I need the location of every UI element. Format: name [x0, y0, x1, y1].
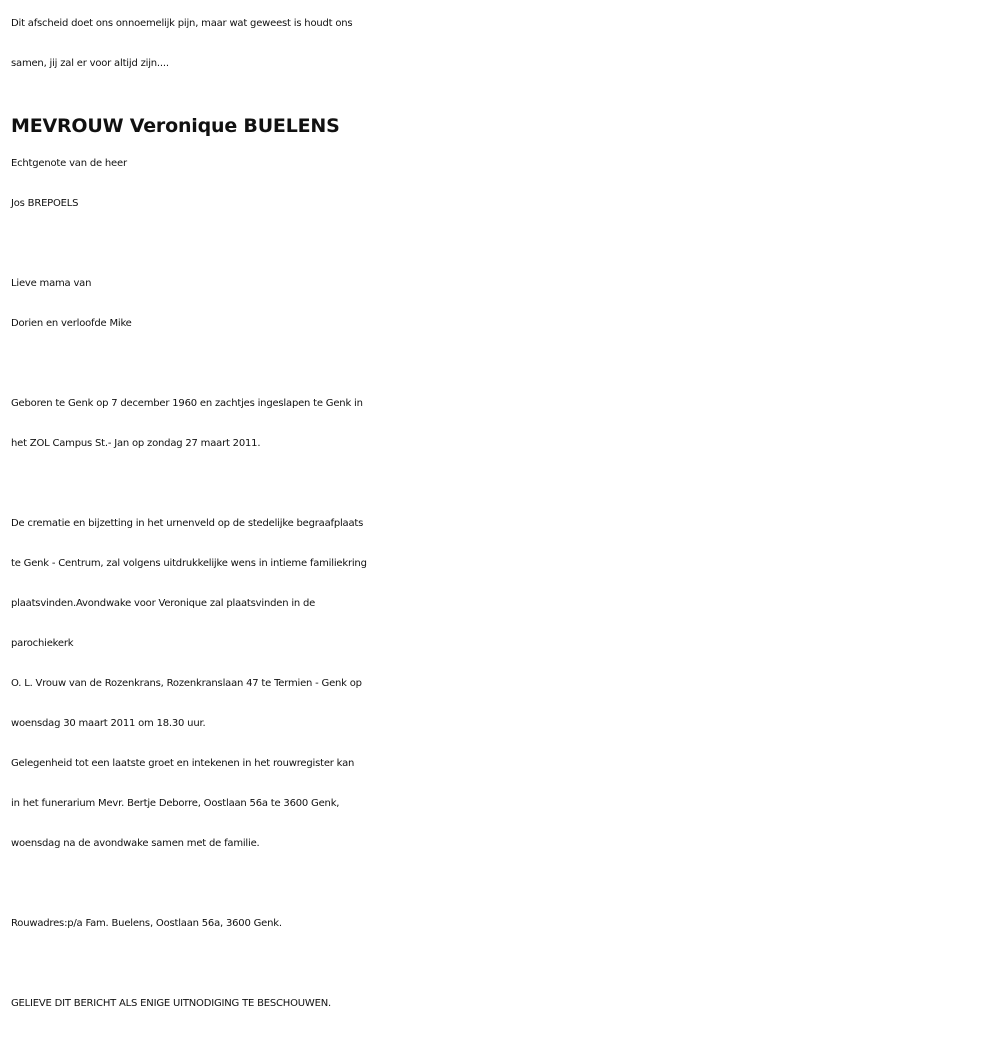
- family-line-1: Lieve mama van: [11, 278, 92, 289]
- obituary-notice: [11, 4, 996, 1024]
- ceremony-line-6: woensdag 30 maart 2011 om 18.30 uur.: [11, 718, 206, 729]
- spacer: [11, 864, 996, 904]
- ceremony-line-8: in het funerarium Mevr. Bertje Deborre, Oostlaan 56a te 3600 Genk,: [11, 798, 340, 809]
- deceased-name: MEVROUW Veronique BUELENS: [11, 115, 340, 137]
- ceremony-line-4: parochiekerk: [11, 638, 74, 649]
- intro-line-2: samen, jij zal er voor altijd zijn....: [11, 58, 169, 69]
- closing-line: GELIEVE DIT BERICHT ALS ENIGE UITNODIGING TE BESCHOUWEN.: [11, 998, 331, 1009]
- spouse-line-1: Echtgenote van de heer: [11, 158, 127, 169]
- ceremony-line-3: plaatsvinden.Avondwake voor Veronique zal plaatsvinden in de: [11, 598, 316, 609]
- ceremony-line-5: O. L. Vrouw van de Rozenkrans, Rozenkranslaan 47 te Termien - Genk op: [11, 678, 362, 689]
- spacer: [11, 344, 996, 384]
- intro-line-1: Dit afscheid doet ons onnoemelijk pijn, maar wat geweest is houdt ons: [11, 18, 353, 29]
- family-line-2: Dorien en verloofde Mike: [11, 318, 132, 329]
- spacer: [11, 224, 996, 264]
- birth-death-line-2: het ZOL Campus St.- Jan op zondag 27 maart 2011.: [11, 438, 261, 449]
- ceremony-line-2: te Genk - Centrum, zal volgens uitdrukkelijke wens in intieme familiekring: [11, 558, 367, 569]
- spouse-line-2: Jos BREPOELS: [11, 198, 79, 209]
- birth-death-line-1: Geboren te Genk op 7 december 1960 en zachtjes ingeslapen te Genk in: [11, 398, 363, 409]
- spacer: [11, 464, 996, 504]
- address-line: Rouwadres:p/a Fam. Buelens, Oostlaan 56a, 3600 Genk.: [11, 918, 282, 929]
- ceremony-line-7: Gelegenheid tot een laatste groet en intekenen in het rouwregister kan: [11, 758, 355, 769]
- spacer: [11, 944, 996, 984]
- ceremony-line-1: De crematie en bijzetting in het urnenveld op de stedelijke begraafplaats: [11, 518, 364, 529]
- ceremony-line-9: woensdag na de avondwake samen met de familie.: [11, 838, 260, 849]
